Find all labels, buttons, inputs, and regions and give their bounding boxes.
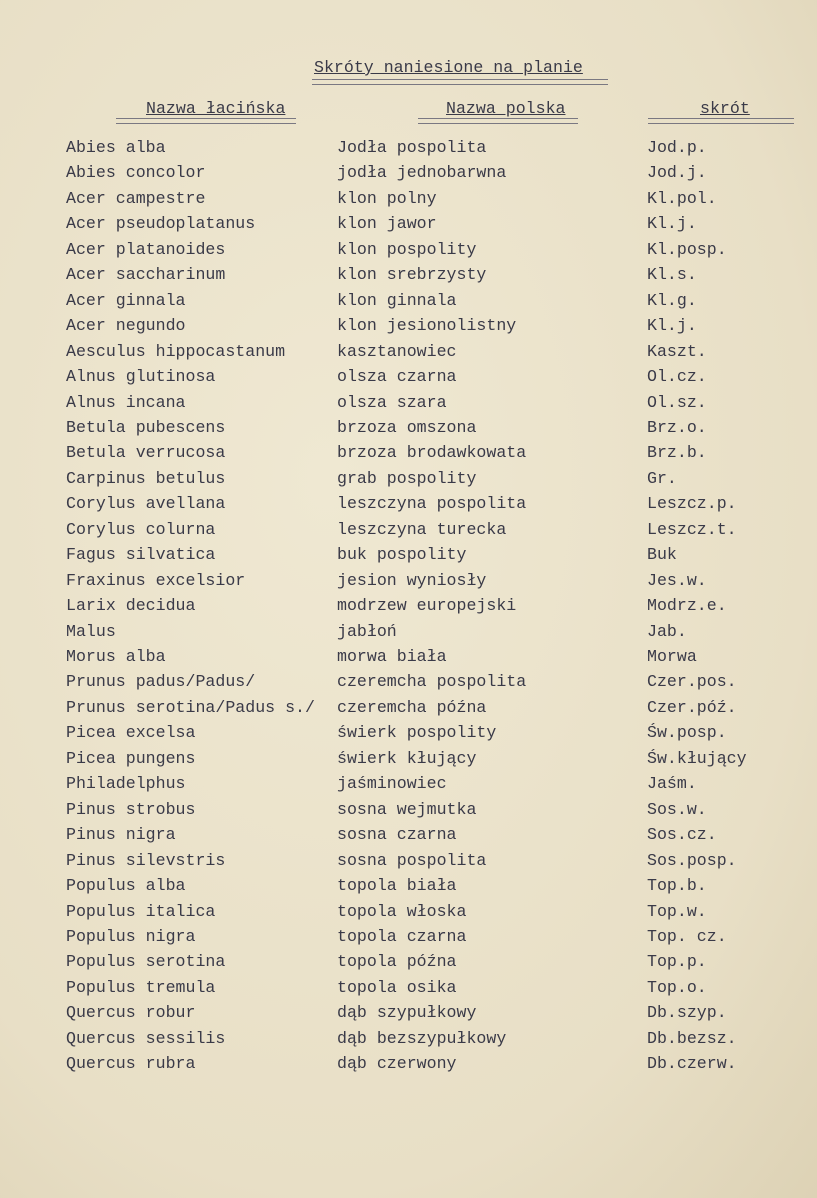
latin-name: Larix decidua [66, 596, 196, 616]
abbreviation: Top.b. [647, 876, 707, 896]
abbreviation: Kaszt. [647, 341, 707, 361]
table-row [0, 1029, 817, 1053]
table-row [0, 189, 817, 213]
table-row [0, 342, 817, 366]
polish-name: klon ginnala [337, 290, 457, 310]
abbreviation: Jaśm. [647, 774, 697, 794]
latin-name: Acer saccharinum [66, 265, 226, 285]
header-latin-name: Nazwa łacińska [146, 99, 286, 118]
polish-name: topola osika [337, 977, 457, 997]
polish-name: dąb szypułkowy [337, 1003, 477, 1023]
table-row [0, 749, 817, 773]
abbreviation: Gr. [647, 468, 677, 488]
abbreviation: Kl.s. [647, 265, 697, 285]
polish-name: jaśminowiec [337, 774, 447, 794]
polish-name: sosna czarna [337, 825, 457, 845]
abbreviation: Brz.o. [647, 417, 707, 437]
abbreviation: Leszcz.t. [647, 519, 737, 539]
table-row [0, 316, 817, 340]
table-row [0, 825, 817, 849]
table-row [0, 163, 817, 187]
latin-name: Acer negundo [66, 316, 186, 336]
abbreviation: Leszcz.p. [647, 494, 737, 514]
polish-name: dąb bezszypułkowy [337, 1028, 507, 1048]
table-row [0, 545, 817, 569]
latin-name: Quercus robur [66, 1003, 196, 1023]
abbreviation: Jod.j. [647, 163, 707, 183]
polish-name: modrzew europejski [337, 596, 517, 616]
latin-name: Populus alba [66, 876, 186, 896]
table-row [0, 393, 817, 417]
table-row [0, 622, 817, 646]
latin-name: Quercus rubra [66, 1054, 196, 1074]
table-row [0, 647, 817, 671]
table-row [0, 800, 817, 824]
abbreviation: Top. cz. [647, 926, 727, 946]
latin-name: Picea pungens [66, 748, 196, 768]
header-abbreviation: skrót [700, 99, 750, 118]
polish-name: grab pospolity [337, 468, 477, 488]
title-double-underline [312, 79, 608, 85]
latin-name: Fagus silvatica [66, 545, 216, 565]
polish-name: dąb czerwony [337, 1054, 457, 1074]
latin-name: Philadelphus [66, 774, 186, 794]
polish-name: topola włoska [337, 901, 467, 921]
polish-name: kasztanowiec [337, 341, 457, 361]
latin-name: Prunus padus/Padus/ [66, 672, 256, 692]
polish-name: brzoza brodawkowata [337, 443, 527, 463]
table-row [0, 698, 817, 722]
abbreviation: Czer.pos. [647, 672, 737, 692]
table-row [0, 138, 817, 162]
table-row [0, 1003, 817, 1027]
polish-name: czeremcha pospolita [337, 672, 527, 692]
latin-name: Betula pubescens [66, 417, 226, 437]
table-row [0, 876, 817, 900]
polish-name: sosna pospolita [337, 850, 487, 870]
abbreviation: Top.p. [647, 952, 707, 972]
abbreviation: Kl.j. [647, 316, 697, 336]
latin-name: Populus tremula [66, 977, 216, 997]
polish-name: buk pospolity [337, 545, 467, 565]
polish-name: czeremcha późna [337, 697, 487, 717]
polish-name: klon srebrzysty [337, 265, 487, 285]
polish-name: jabłoń [337, 621, 397, 641]
table-row [0, 418, 817, 442]
abbreviation: Kl.posp. [647, 239, 727, 259]
latin-name: Picea excelsa [66, 723, 196, 743]
abbreviation: Sos.w. [647, 799, 707, 819]
polish-name: jesion wyniosły [337, 570, 487, 590]
table-row [0, 927, 817, 951]
abbreviation: Sos.posp. [647, 850, 737, 870]
abbreviation: Morwa [647, 647, 697, 666]
abbreviation: Db.czerw. [647, 1054, 737, 1074]
latin-name: Populus nigra [66, 926, 196, 946]
latin-name: Prunus serotina/Padus s./ [66, 697, 315, 717]
table-row [0, 520, 817, 544]
header-polish-underline [418, 118, 578, 124]
table-row [0, 596, 817, 620]
latin-name: Quercus sessilis [66, 1028, 226, 1048]
abbreviation: Modrz.e. [647, 596, 727, 616]
polish-name: świerk kłujący [337, 748, 477, 768]
abbreviation: Sos.cz. [647, 825, 717, 845]
table-row [0, 902, 817, 926]
abbreviation: Św.kłujący [647, 748, 747, 768]
latin-name: Fraxinus excelsior [66, 570, 246, 590]
polish-name: topola czarna [337, 926, 467, 946]
latin-name: Populus italica [66, 901, 216, 921]
abbreviation: Św.posp. [647, 723, 727, 743]
polish-name: klon polny [337, 188, 437, 208]
table-row [0, 265, 817, 289]
polish-name: Jodła pospolita [337, 138, 487, 157]
latin-name: Pinus silevstris [66, 850, 226, 870]
latin-name: Acer platanoides [66, 239, 226, 259]
abbreviation: Top.o. [647, 977, 707, 997]
table-row [0, 952, 817, 976]
table-row [0, 723, 817, 747]
latin-name: Abies concolor [66, 163, 206, 183]
abbreviation: Brz.b. [647, 443, 707, 463]
document-title: Skróty naniesione na planie [314, 58, 583, 77]
header-abbreviation-underline [648, 118, 794, 124]
table-row [0, 774, 817, 798]
latin-name: Abies alba [66, 138, 166, 157]
polish-name: klon jesionolistny [337, 316, 517, 336]
polish-name: jodła jednobarwna [337, 163, 507, 183]
latin-name: Morus alba [66, 647, 166, 666]
table-row [0, 240, 817, 264]
latin-name: Betula verrucosa [66, 443, 226, 463]
table-row [0, 469, 817, 493]
latin-name: Carpinus betulus [66, 468, 226, 488]
latin-name: Pinus strobus [66, 799, 196, 819]
abbreviation: Jod.p. [647, 138, 707, 157]
latin-name: Alnus glutinosa [66, 367, 216, 387]
table-row [0, 851, 817, 875]
latin-name: Acer ginnala [66, 290, 186, 310]
latin-name: Acer campestre [66, 188, 206, 208]
latin-name: Malus [66, 621, 116, 641]
table-row [0, 571, 817, 595]
table-row [0, 1054, 817, 1078]
abbreviation: Ol.sz. [647, 392, 707, 412]
polish-name: olsza czarna [337, 367, 457, 387]
abbreviation: Czer.póź. [647, 697, 737, 717]
table-row [0, 214, 817, 238]
abbreviation: Db.bezsz. [647, 1028, 737, 1048]
latin-name: Corylus avellana [66, 494, 226, 514]
latin-name: Pinus nigra [66, 825, 176, 845]
abbreviation: Top.w. [647, 901, 707, 921]
polish-name: klon pospolity [337, 239, 477, 259]
abbreviation: Kl.j. [647, 214, 697, 234]
table-row [0, 494, 817, 518]
table-row [0, 672, 817, 696]
polish-name: morwa biała [337, 647, 447, 666]
polish-name: świerk pospolity [337, 723, 497, 743]
header-latin-underline [116, 118, 296, 124]
table-row [0, 291, 817, 315]
abbreviation: Jes.w. [647, 570, 707, 590]
abbreviation: Jab. [647, 621, 687, 641]
polish-name: leszczyna pospolita [337, 494, 527, 514]
polish-name: brzoza omszona [337, 417, 477, 437]
table-row [0, 367, 817, 391]
header-polish-name: Nazwa polska [446, 99, 566, 118]
abbreviation: Kl.pol. [647, 188, 717, 208]
table-row [0, 978, 817, 1002]
polish-name: topola biała [337, 876, 457, 896]
latin-name: Acer pseudoplatanus [66, 214, 256, 234]
polish-name: topola późna [337, 952, 457, 972]
abbreviation: Db.szyp. [647, 1003, 727, 1023]
latin-name: Populus serotina [66, 952, 226, 972]
abbreviation: Buk [647, 545, 677, 565]
polish-name: sosna wejmutka [337, 799, 477, 819]
polish-name: olsza szara [337, 392, 447, 412]
latin-name: Aesculus hippocastanum [66, 341, 286, 361]
abbreviation: Kl.g. [647, 290, 697, 310]
polish-name: klon jawor [337, 214, 437, 234]
latin-name: Corylus colurna [66, 519, 216, 539]
table-row [0, 443, 817, 467]
abbreviation: Ol.cz. [647, 367, 707, 387]
latin-name: Alnus incana [66, 392, 186, 412]
polish-name: leszczyna turecka [337, 519, 507, 539]
